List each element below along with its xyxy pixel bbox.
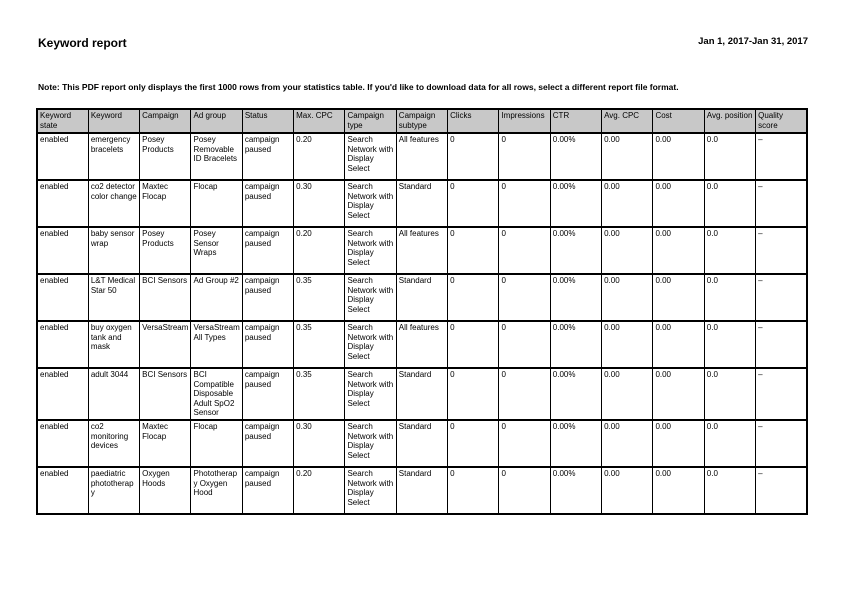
table-cell: 0.0 [704, 133, 755, 180]
table-cell: 0.00% [550, 180, 601, 227]
table-cell: buy oxygen tank and mask [88, 321, 139, 368]
column-header: Avg. CPC [602, 109, 653, 133]
table-cell: 0.00 [653, 467, 704, 514]
table-cell: enabled [37, 420, 88, 467]
table-cell: 0.00 [602, 368, 653, 420]
table-cell: campaign paused [242, 368, 293, 420]
table-cell: Posey Removable ID Bracelets [191, 133, 242, 180]
table-cell: L&T Medical Star 50 [88, 274, 139, 321]
table-cell: campaign paused [242, 133, 293, 180]
table-cell: campaign paused [242, 420, 293, 467]
column-header: Keyword state [37, 109, 88, 133]
table-cell: Search Network with Display Select [345, 274, 396, 321]
table-cell: 0.30 [294, 180, 345, 227]
table-cell: Standard [396, 180, 447, 227]
table-cell: 0.00 [653, 227, 704, 274]
column-header: CTR [550, 109, 601, 133]
table-cell: 0.00% [550, 368, 601, 420]
table-cell: Search Network with Display Select [345, 227, 396, 274]
table-body [37, 133, 807, 514]
table-cell: 0.0 [704, 368, 755, 420]
report-header [38, 36, 808, 50]
table-cell: 0.00 [602, 227, 653, 274]
table-cell: Standard [396, 420, 447, 467]
table-cell: Flocap [191, 180, 242, 227]
table-cell: Maxtec Flocap [140, 180, 191, 227]
table-cell: – [756, 420, 807, 467]
table-cell: Posey Sensor Wraps [191, 227, 242, 274]
table-cell: 0.00% [550, 133, 601, 180]
table-cell: BCI Sensors [140, 368, 191, 420]
column-header: Campaign [140, 109, 191, 133]
table-cell: – [756, 467, 807, 514]
table-cell: Search Network with Display Select [345, 368, 396, 420]
table-cell: 0.0 [704, 321, 755, 368]
table-cell: Maxtec Flocap [140, 420, 191, 467]
column-header: Campaign type [345, 109, 396, 133]
table-cell: 0.00 [602, 467, 653, 514]
table-cell: 0 [499, 321, 550, 368]
table-cell: 0 [448, 180, 499, 227]
table-cell: 0 [499, 274, 550, 321]
table-cell: Phototherapy Oxygen Hood [191, 467, 242, 514]
table-cell: 0 [448, 420, 499, 467]
table-cell: 0.00 [602, 274, 653, 321]
report-note: Note: This PDF report only displays the first 1000 rows from your statistics table. If you'd like to download data for all rows, select a different report file format. [38, 82, 679, 92]
table-cell: 0.20 [294, 133, 345, 180]
table-cell: adult 3044 [88, 368, 139, 420]
table-cell: paediatric phototherapy [88, 467, 139, 514]
table-row [37, 274, 807, 321]
column-header: Clicks [448, 109, 499, 133]
table-cell: co2 detector color change [88, 180, 139, 227]
table-cell: 0.00 [602, 133, 653, 180]
table-cell: enabled [37, 467, 88, 514]
table-row [37, 368, 807, 420]
table-cell: 0.0 [704, 180, 755, 227]
table-cell: 0 [448, 321, 499, 368]
keyword-report-table [36, 108, 808, 515]
table-cell: Flocap [191, 420, 242, 467]
table-row [37, 180, 807, 227]
table-cell: 0.00 [653, 368, 704, 420]
table-cell: campaign paused [242, 274, 293, 321]
table-cell: All features [396, 321, 447, 368]
column-header: Campaign subtype [396, 109, 447, 133]
table-cell: Standard [396, 274, 447, 321]
table-cell: Search Network with Display Select [345, 420, 396, 467]
table-cell: 0.00 [602, 420, 653, 467]
table-cell: Standard [396, 467, 447, 514]
column-header: Ad group [191, 109, 242, 133]
table-cell: All features [396, 227, 447, 274]
table-cell: 0.35 [294, 368, 345, 420]
table-cell: Oxygen Hoods [140, 467, 191, 514]
table-row [37, 321, 807, 368]
table-cell: emergency bracelets [88, 133, 139, 180]
table-cell: 0.00 [602, 180, 653, 227]
table-cell: enabled [37, 227, 88, 274]
table-cell: BCI Compatible Disposable Adult SpO2 Sensor [191, 368, 242, 420]
table-cell: 0 [499, 227, 550, 274]
table-cell: BCI Sensors [140, 274, 191, 321]
table-header [37, 109, 807, 133]
table-cell: 0.35 [294, 274, 345, 321]
table-cell: Search Network with Display Select [345, 133, 396, 180]
table-cell: 0.00 [602, 321, 653, 368]
table-cell: VersaStream All Types [191, 321, 242, 368]
table-cell: enabled [37, 274, 88, 321]
table-cell: 0.00 [653, 133, 704, 180]
table-cell: – [756, 368, 807, 420]
table-cell: – [756, 180, 807, 227]
column-header: Status [242, 109, 293, 133]
table-cell: Search Network with Display Select [345, 467, 396, 514]
table-cell: campaign paused [242, 321, 293, 368]
table-cell: 0 [499, 133, 550, 180]
table-cell: 0 [499, 420, 550, 467]
table-row [37, 133, 807, 180]
table-cell: 0.00% [550, 420, 601, 467]
column-header: Max. CPC [294, 109, 345, 133]
table-cell: Posey Products [140, 133, 191, 180]
table-cell: enabled [37, 133, 88, 180]
table-cell: 0 [448, 133, 499, 180]
table-row [37, 227, 807, 274]
table-row [37, 420, 807, 467]
table-cell: campaign paused [242, 467, 293, 514]
table-cell: campaign paused [242, 227, 293, 274]
page-title: Keyword report [38, 36, 127, 50]
table-cell: 0.0 [704, 420, 755, 467]
column-header: Keyword [88, 109, 139, 133]
table-cell: – [756, 227, 807, 274]
column-header: Impressions [499, 109, 550, 133]
table-cell: enabled [37, 321, 88, 368]
column-header: Quality score [756, 109, 807, 133]
table-cell: campaign paused [242, 180, 293, 227]
table-cell: 0 [448, 467, 499, 514]
table-row [37, 467, 807, 514]
table-cell: VersaStream [140, 321, 191, 368]
table-cell: 0.00 [653, 274, 704, 321]
table-cell: 0.00% [550, 227, 601, 274]
table-cell: Standard [396, 368, 447, 420]
date-range: Jan 1, 2017-Jan 31, 2017 [698, 36, 808, 47]
table-cell: 0 [499, 368, 550, 420]
table-cell: – [756, 133, 807, 180]
table-cell: 0.0 [704, 274, 755, 321]
table-cell: co2 monitoring devices [88, 420, 139, 467]
table-cell: 0 [448, 227, 499, 274]
column-header: Cost [653, 109, 704, 133]
table-cell: 0.00% [550, 321, 601, 368]
table-cell: 0 [448, 368, 499, 420]
table-cell: 0.00 [653, 180, 704, 227]
table-cell: 0.35 [294, 321, 345, 368]
table-cell: 0.20 [294, 467, 345, 514]
table-cell: – [756, 274, 807, 321]
table-cell: Ad Group #2 [191, 274, 242, 321]
table-cell: 0 [448, 274, 499, 321]
table-cell: 0.0 [704, 227, 755, 274]
table-cell: 0.20 [294, 227, 345, 274]
table-cell: 0.00% [550, 467, 601, 514]
table-cell: enabled [37, 180, 88, 227]
table-cell: Search Network with Display Select [345, 321, 396, 368]
table-cell: baby sensor wrap [88, 227, 139, 274]
table-cell: enabled [37, 368, 88, 420]
table-cell: All features [396, 133, 447, 180]
column-header: Avg. position [704, 109, 755, 133]
table-cell: Search Network with Display Select [345, 180, 396, 227]
table-cell: 0.00 [653, 420, 704, 467]
table-cell: 0.00% [550, 274, 601, 321]
table-cell: 0.00 [653, 321, 704, 368]
table-cell: 0.0 [704, 467, 755, 514]
table-cell: Posey Products [140, 227, 191, 274]
table-cell: 0 [499, 180, 550, 227]
table-cell: 0.30 [294, 420, 345, 467]
table-cell: 0 [499, 467, 550, 514]
table-header-row [37, 109, 807, 133]
table-cell: – [756, 321, 807, 368]
